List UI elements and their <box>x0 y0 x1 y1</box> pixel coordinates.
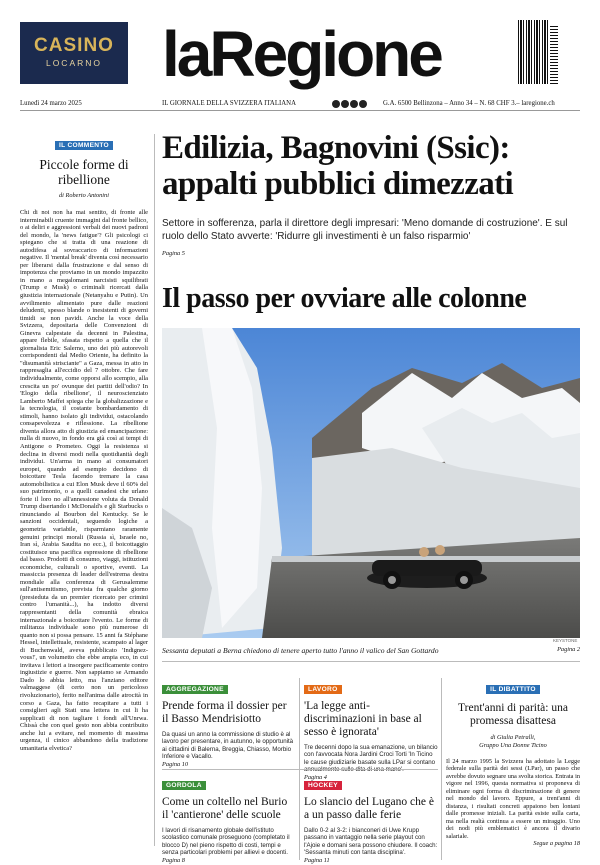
lead-headline[interactable]: Edilizia, Bagnovini (Ssic): appalti pubblici dimezzati <box>162 130 514 202</box>
story-title[interactable]: Lo slancio del Lugano che è a un passo dalle ferie <box>304 796 434 821</box>
story-title[interactable]: 'La legge anti-discriminazioni in base al sesso è ignorata' <box>304 700 422 738</box>
dibattito-author-org: Gruppo Una Donne Ticino <box>479 742 547 749</box>
story-label: GORDOLA <box>162 781 206 790</box>
lead-deck: Settore in sofferenza, parla il direttore degli impresari: 'Meno domande di costruzione'. E sul ruolo dello Stato avverte: 'Ridurre gli investimenti è un falso risparmio' <box>162 218 568 242</box>
commentary-column <box>20 134 148 865</box>
gotthard-pass-photo[interactable] <box>162 328 580 638</box>
story-page-ref: Pagina 8 <box>162 856 185 864</box>
social-icons <box>332 100 368 114</box>
dibattito-column <box>446 678 580 847</box>
issn-strip <box>550 24 558 84</box>
tiktok-icon[interactable] <box>332 100 340 108</box>
column-divider <box>154 134 155 846</box>
lead-page-ref: Pagina 5 <box>162 250 185 257</box>
story-aggregazione[interactable] <box>162 678 295 768</box>
story-label: LAVORO <box>304 685 342 694</box>
issue-meta: G.A. 6500 Bellinzona – Anno 34 – N. 68 CHF 3.– laregione.ch <box>383 100 555 107</box>
commentary-label: IL COMMENTO <box>55 141 113 150</box>
story-hockey[interactable] <box>304 774 438 864</box>
newspaper-logo[interactable]: laRegione <box>162 18 441 90</box>
dibattito-author <box>446 734 580 750</box>
photo-page-ref: Pagina 2 <box>557 646 580 653</box>
casino-ad[interactable] <box>20 22 128 84</box>
story-body: Tre decenni dopo la sua emanazione, un bilancio con l'avvocata Nora Jardini Croci Torti 'In Ticino le cause giudiziarie basate sulla LPar si contano annualmente sulle dita di una mano'. <box>304 744 438 774</box>
photo-headline[interactable]: Il passo per ovviare alle colonne <box>162 283 527 314</box>
barcode-icon <box>518 20 548 84</box>
facebook-icon[interactable] <box>341 100 349 108</box>
commentary-body <box>20 209 148 865</box>
dibattito-author-name: di Giulia Petralli, <box>490 734 536 741</box>
story-body: Da quasi un anno la commissione di studio è al lavoro per presentare, in autunno, le opportunità ai cittadini di Balerna, Breggia, Chiasso, Morbio Inferiore e Vacallo. <box>162 731 294 761</box>
dibattito-body: Il 24 marzo 1995 la Svizzera ha adottato la Legge federale sulla parità dei sessi (LPar), un passo che avrebbe dovuto segnare una svolta storica. Entrata in vigore nel 1996, questa normativa si proponeva di eliminare ogni forma di discriminazione di genere nel mondo del lavoro. Eppure, a trent'anni di distanza, i risultati concreti appaiono ben lontani dalle promesse iniziali. La parità esiste sulla carta, ma nella realtà continua a essere un miraggio. Uno dei nodi più emblematici è ancora il divario salariale. <box>446 758 580 840</box>
ad-location: LOCARNO <box>45 58 103 68</box>
photo-caption <box>162 646 580 662</box>
grid-divider <box>162 769 438 770</box>
story-body: Dallo 0-2 al 3-2: i bianconeri di Uwe Krupp passano in vantaggio nella serie playout con l'Ajoie e domani sera possono chiudere. Il coach: 'Sessanta minuti con tanta disciplina'. <box>304 827 438 857</box>
story-title[interactable]: Come un coltello nel Burio il 'cantierone' delle scuole <box>162 796 288 821</box>
story-lavoro[interactable] <box>304 678 438 781</box>
ad-brand: CASINO <box>34 35 114 56</box>
instagram-icon[interactable] <box>350 100 358 108</box>
dibattito-follow-link[interactable]: Segue a pagina 18 <box>533 839 580 847</box>
commentary-title[interactable]: Piccole forme di ribellione <box>39 157 129 187</box>
story-gordola[interactable] <box>162 774 295 864</box>
commentary-text: Chi di noi non ha mai sentito, di fronte alle interminabili cruente immagini dal fronte bellico, o ai deliri e aggressioni verbali dei nuovi padroni del mondo, la 'news fatigue'? Gli psicologi ci spiegano che si tratta di una reazione di autodifesa al sovraccarico di informazioni negative. Il 'mental break' diventa così necessario per liberarsi dalla frustrazione e dal senso di impotenza che proviamo in un mondo impazzito in mano a megalomani narcisisti squilibrati (Trump e Musk) o criminali ricercati dalla giustizia internazionale (Netanyahu e Putin). Un avvilimento alimentato pure dalle reazioni deludenti, spesso blande o inesistenti di governi timidi se non pavidi. Anche la voce della Svizzera, depositaria delle Convenzioni di Ginevra calpestate da decenni in Palestina, appare flebile, sfasata rispetto a quella che il giornalista Eric Salerno, uno dei più autorevoli corrispondenti dal Medio Oriente, ha definito la "disumanità strisciante" a Gaza, messa in atto in rappresaglia all'eccidio del 7 ottobre. Che fare individualmente, come opporsi allo scempio, alla crescita un po' ovunque dei partiti dell'odio? In 'Elogio della ribellione', il neuroscienziato Lamberto Maffei spiega che la globalizzazione e la tecnologia, il costante bombardamento di stimoli, hanno isolato gli individui, ostacolando consapevolezza e riflessione. La ribellione diventa allora atto di giustizia ed emancipazione: nulla di nuovo, in fondo era già così ai tempi di Antigone o Prometeo. Oggi la resistenza si declina in diversi modi nella quotidianità degli individui. Un'arma in mano ai consumatori europei, quando ad esempio decidono di boicottare Tesla facendo tremare la casa automobilistica a cui Elon Musk deve il 60% del suo patrimonio, o a quelli canadesi che urlano forte il loro no all'annessione voluta da Donald Trump disertando i McDonald's e gli Starbucks o rinunciando al Bourbon del Kentucky. Se le sanzioni occidentali, seguendo logiche a geometria variabile, risparmiano raramente genuini principi morali (Russia sì, Israele no, Iran sì, Arabia Saudita no ecc.), il boicottaggio costituisce una pacifica espressione di ribellione dal basso. Prodotti di consumo, viaggi, istituzioni economiche, culturali o sportive, eventi. La massiccia presenza di leader dell'estrema destra mondiale alla conferenza di Gerusalemme sull'antisemitismo, prevista fra qualche giorno (presieduta da un premier ricercato per crimini contro l'umanità...), ha indotto diversi rappresentanti della comunità ebraica internazionale a boicottare l'evento. Le forme di militanza individuale sono più numerose di quanto non si possa pensare. 15 anni fa Stéphane Hessel, intellettuale, resistente, scampato al lager di Buchenwald, aveva pubblicato 'Indignez-vous!', un volumetto che ebbe ampia eco, in cui invitava i lettori a insorgere pacificamente contro ingiustizie e guerre. Non sappiamo se Armando Dado lo abbia letto, ma l'anziano editore valmaggese (di certo non un pericoloso rivoluzionario), ferito nell'anima dalle atrocità in corso a Gaza, ha fatto recapitare a tutti i consiglieri agli Stati una lettera in cui li ha supplicati di non tagliare i fondi all'Unrwa. Chissà che con quel gesto non abbia contribuito anche lui a evitare, nel momento di massima urgenza, il cinico abbandono della tradizione umanitaria elvetica? <box>20 209 148 752</box>
dibattito-title[interactable]: Trent'anni di parità: una promessa disattesa <box>458 702 568 727</box>
grid-divider <box>441 678 442 860</box>
photo-caption-text: Sessanta deputati a Berna chiedono di tenere aperto tutto l'anno il valico del San Gottardo <box>162 646 439 655</box>
web-icon[interactable] <box>359 100 367 108</box>
dibattito-label: IL DIBATTITO <box>486 685 540 694</box>
story-page-ref: Pagina 10 <box>162 760 189 768</box>
story-title[interactable]: Prende forma il dossier per il Basso Mendrisiotto <box>162 700 287 725</box>
story-page-ref: Pagina 4 <box>304 773 327 781</box>
photo-credit: KEYSTONE <box>553 638 578 643</box>
commentary-author: di Roberto Antonini <box>59 192 109 199</box>
photo-illustration <box>162 328 580 638</box>
issue-date: Lunedì 24 marzo 2025 <box>20 100 82 107</box>
story-label: HOCKEY <box>304 781 342 790</box>
info-bar <box>20 97 580 111</box>
story-page-ref: Pagina 11 <box>304 856 330 864</box>
tagline: IL GIORNALE DELLA SVIZZERA ITALIANA <box>162 100 296 107</box>
story-label: AGGREGAZIONE <box>162 685 228 694</box>
story-body: I lavori di risanamento globale dell'istituto scolastico comunale proseguono (completato il blocco D) nel pieno rispetto di costi, tempi e senza particolari problemi per allievi e docenti. <box>162 827 290 857</box>
